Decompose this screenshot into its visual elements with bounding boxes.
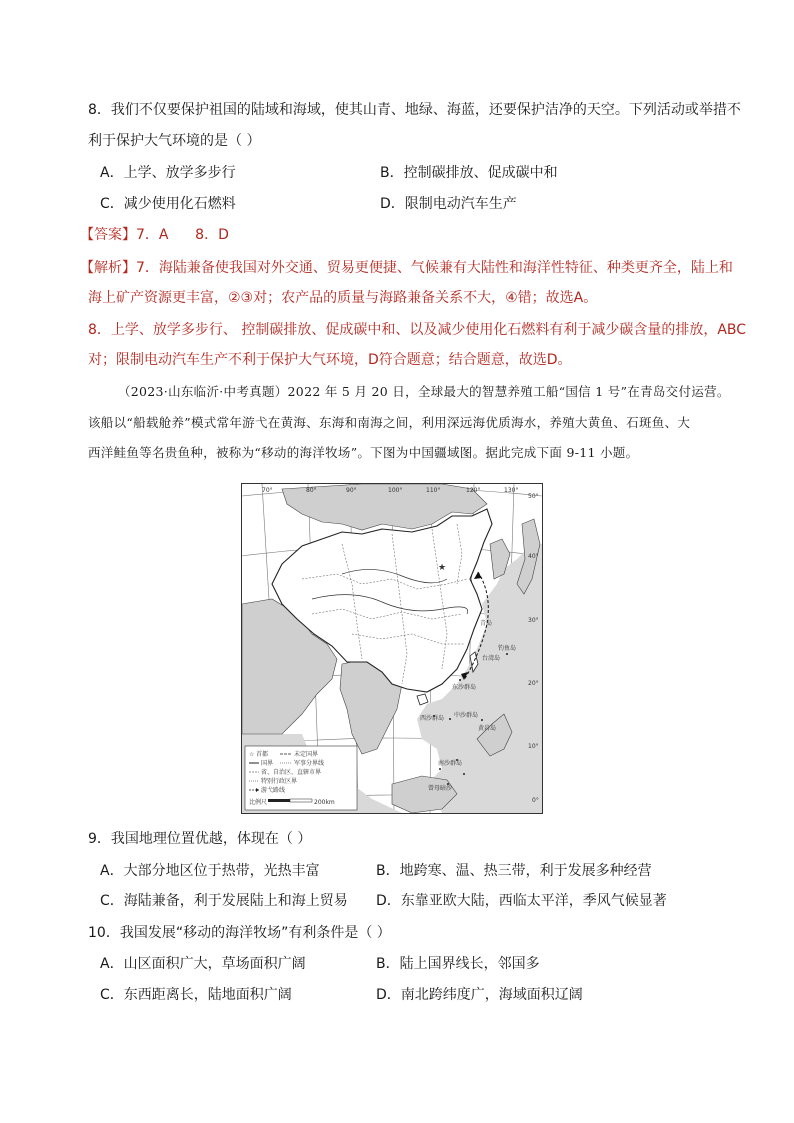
q10-option-b: B．陆上国界线长，邻国多 bbox=[376, 956, 540, 972]
lon-label: 120° bbox=[466, 487, 481, 494]
lon-label: 100° bbox=[388, 487, 403, 494]
label-huangyan: 黄岩岛 bbox=[478, 725, 497, 732]
map-legend bbox=[245, 746, 357, 810]
passage-line2: 该船以“船载舱养”模式常年游弋在黄海、东海和南海之间，利用深远海优质海水，养殖大黄鱼、石斑鱼、大 bbox=[88, 415, 691, 430]
passage-line1: （2023·山东临沂·中考真题）2022 年 5 月 20 日，全球最大的智慧养殖工船“国信 1 号”在青岛交付运营。 bbox=[118, 384, 730, 399]
label-zengmu: 曾母暗沙 bbox=[428, 785, 453, 792]
legend-undefined-border: 未定国界 bbox=[294, 751, 319, 758]
legend-scale-value: 200km bbox=[314, 799, 335, 806]
lat-label: 40° bbox=[528, 553, 539, 560]
passage-line3: 西洋鲑鱼等名贵鱼种，被称为“移动的海洋牧场”。下图为中国疆域图。据此完成下面 9-11 小题。 bbox=[88, 445, 639, 460]
q9-option-d: D．东靠亚欧大陆，西临太平洋，季风气候显著 bbox=[376, 893, 667, 909]
lat-label: 20° bbox=[528, 680, 539, 687]
legend-sar-border: 特别行政区界 bbox=[261, 778, 298, 785]
analysis-text-3: 8．上学、放学多步行、 控制碳排放、促成碳中和、以及减少使用化石燃料有利于减少碳含量的排放，ABC bbox=[88, 322, 747, 338]
label-xisha: 西沙群岛 bbox=[420, 715, 445, 722]
capital-star-icon: ★ bbox=[438, 563, 447, 573]
q8-option-a: A．上学、放学多步行 bbox=[100, 165, 236, 181]
q10-option-d: D．南北跨纬度广，海域面积辽阔 bbox=[376, 987, 583, 1003]
legend-capital: 首都 bbox=[256, 751, 269, 758]
label-zhongsha: 中沙群岛 bbox=[454, 712, 479, 719]
answer-line bbox=[80, 225, 229, 245]
lon-label: 80° bbox=[306, 487, 317, 494]
lon-label: 70° bbox=[262, 487, 273, 494]
legend-scale-label: 比例尺 bbox=[249, 799, 268, 806]
q8-option-d: D．限制电动汽车生产 bbox=[380, 196, 517, 212]
legend-capital-icon: ☆ bbox=[249, 751, 255, 758]
lon-label: 90° bbox=[346, 487, 357, 494]
q9-option-c: C．海陆兼备，利于发展陆上和海上贸易 bbox=[100, 893, 348, 909]
analysis-text-1: 7．海陆兼备使我国对外交通、贸易更便捷、气候兼有大陆性和海洋性特征、种类更齐全，陆上和 bbox=[136, 260, 733, 276]
legend-military-line: 军事分界线 bbox=[294, 760, 325, 767]
legend-ship-route: 游弋路线 bbox=[261, 787, 286, 794]
map-svg bbox=[242, 484, 542, 813]
lat-label: 50° bbox=[528, 493, 539, 500]
analysis-tag: 【解析】 bbox=[80, 260, 136, 276]
q9-option-b: B．地跨寒、温、热三带，利于发展多种经营 bbox=[376, 863, 652, 879]
lon-label: 130° bbox=[504, 487, 519, 494]
lat-label: 30° bbox=[528, 617, 539, 624]
q8-stem-line1: 8．我们不仅要保护祖国的陆域和海域，使其山青、地绿、海蓝，还要保护洁净的天空。下列活动或举措不 bbox=[88, 102, 741, 118]
q10-option-c: C．东西距离长，陆地面积广阔 bbox=[100, 987, 292, 1003]
q10-stem: 10．我国发展“移动的海洋牧场”有利条件是（ ） bbox=[88, 925, 391, 941]
label-nansha: 南沙群岛 bbox=[438, 760, 463, 767]
answer-text: 7．A 8．D bbox=[136, 227, 229, 243]
q8-option-b: B．控制碳排放、促成碳中和 bbox=[380, 165, 558, 181]
lon-label: 110° bbox=[426, 487, 441, 494]
q10-option-a: A．山区面积广大，草场面积广阔 bbox=[100, 956, 306, 972]
china-territory-map bbox=[241, 483, 543, 814]
q8-option-c: C．减少使用化石燃料 bbox=[100, 196, 236, 212]
label-diaoyu: 钓鱼岛 bbox=[498, 645, 517, 652]
legend-provincial: 省、自治区、直辖市界 bbox=[261, 769, 322, 776]
lat-label: 10° bbox=[528, 743, 539, 750]
q9-stem: 9．我国地理位置优越，体现在（ ） bbox=[88, 831, 312, 847]
legend-national-border: 国界 bbox=[261, 760, 274, 767]
answer-tag: 【答案】 bbox=[80, 227, 136, 243]
label-dongsha: 东沙群岛 bbox=[452, 684, 477, 691]
q9-option-a: A．大部分地区位于热带，光热丰富 bbox=[100, 863, 320, 879]
q8-stem-line2: 利于保护大气环境的是（ ） bbox=[88, 133, 261, 149]
analysis-text-4: 对；限制电动汽车生产不利于保护大气环境，D符合题意；结合题意，故选D。 bbox=[88, 352, 572, 368]
analysis-line1 bbox=[80, 258, 733, 278]
label-qingdao: 青岛 bbox=[480, 620, 493, 627]
label-taiwan: 台湾岛 bbox=[482, 655, 501, 662]
analysis-text-2: 海上矿产资源更丰富，②③对；农产品的质量与海路兼备关系不大，④错；故选A。 bbox=[88, 290, 598, 306]
lat-label: 0° bbox=[532, 797, 539, 804]
